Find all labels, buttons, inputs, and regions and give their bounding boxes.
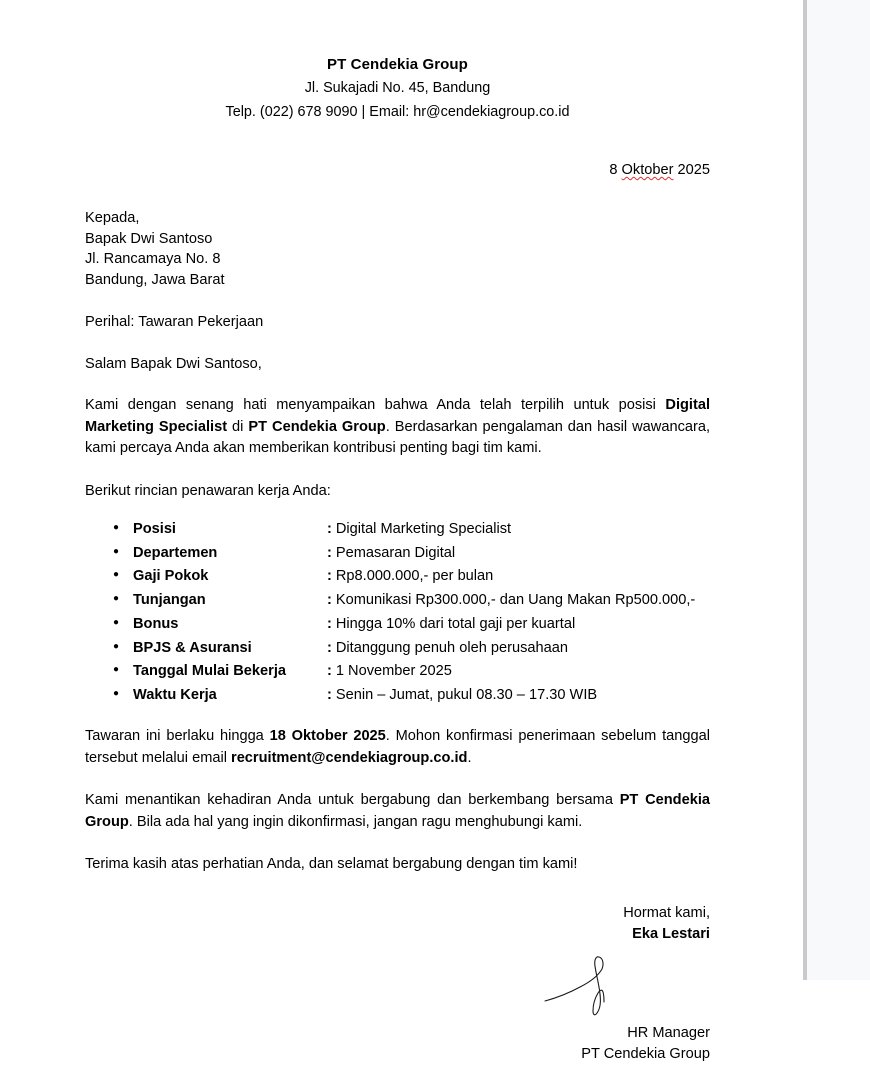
intro-paragraph	[85, 395, 710, 459]
company-contact: Telp. (022) 678 9090 | Email: hr@cendekiagroup.co.id	[225, 103, 570, 120]
detail-label: Waktu Kerja	[133, 687, 217, 704]
detail-colon: :	[327, 639, 332, 656]
signature-block	[85, 903, 710, 1065]
detail-colon: :	[327, 568, 332, 585]
recipient-name: Bapak Dwi Santoso	[85, 230, 213, 247]
recipient-salutation: Kepada,	[85, 209, 140, 226]
detail-colon: :	[327, 615, 332, 632]
closing-text-1: Kami menantikan kehadiran Anda untuk bergabung dan berkembang bersama	[85, 792, 620, 809]
detail-label: Bonus	[133, 615, 179, 632]
company-address: Jl. Sukajadi No. 45, Bandung	[304, 80, 491, 97]
letterhead	[85, 54, 710, 122]
validity-paragraph	[85, 726, 710, 769]
date-day: 8	[609, 162, 622, 179]
detail-colon: :	[327, 520, 332, 537]
detail-value: Pemasaran Digital	[335, 544, 456, 561]
list-item	[133, 615, 710, 634]
closing-paragraph	[85, 790, 710, 833]
detail-label: Gaji Pokok	[133, 568, 209, 585]
intro-text-3: . Berdasarkan pengalaman dan hasil wawancara, kami percaya Anda akan memberikan kontribusi penting bagi tim kami.	[85, 418, 711, 457]
list-item	[133, 591, 710, 610]
list-item	[133, 520, 710, 539]
detail-value: Hingga 10% dari total gaji per kuartal	[335, 615, 576, 632]
list-item	[133, 662, 710, 681]
detail-label: BPJS & Asuransi	[133, 639, 252, 656]
detail-colon: :	[327, 592, 332, 609]
validity-text-1: Tawaran ini berlaku hingga	[85, 728, 270, 745]
thanks-paragraph: Terima kasih atas perhatian Anda, dan selamat bergabung dengan tim kami!	[85, 856, 578, 873]
signature-regards: Hormat kami,	[623, 904, 710, 921]
side-panel	[807, 0, 870, 980]
list-item	[133, 639, 710, 658]
validity-text-2: . Mohon konfirmasi penerimaan sebelum tanggal tersebut melalui email	[85, 728, 710, 766]
detail-value: Rp8.000.000,- per bulan	[335, 568, 494, 585]
detail-colon: :	[327, 544, 332, 561]
intro-text-1: Kami dengan senang hati menyampaikan bahwa Anda telah terpilih untuk posisi	[85, 397, 666, 414]
detail-colon: :	[327, 663, 332, 680]
list-item	[133, 567, 710, 586]
intro-position-bold: Digital Marketing Specialist	[85, 397, 710, 435]
detail-value: Digital Marketing Specialist	[335, 520, 512, 537]
detail-colon: :	[327, 687, 332, 704]
detail-label: Posisi	[133, 520, 176, 537]
closing-company-bold: PT Cendekia Group	[85, 792, 711, 830]
detail-value: Komunikasi Rp300.000,- dan Uang Makan Rp500.000,-	[335, 592, 696, 609]
details-lead: Berikut rincian penawaran kerja Anda:	[85, 482, 331, 499]
list-item	[133, 686, 710, 705]
signature-image-area	[85, 945, 710, 1023]
signatory-title: HR Manager	[627, 1024, 710, 1041]
validity-deadline-bold: 18 Oktober 2025	[269, 728, 386, 745]
detail-label: Departemen	[133, 544, 218, 561]
recipient-street: Jl. Rancamaya No. 8	[85, 251, 221, 268]
signatory-company: PT Cendekia Group	[581, 1046, 710, 1063]
detail-label: Tunjangan	[133, 592, 206, 609]
signatory-name: Eka Lestari	[632, 925, 710, 942]
date-year: 2025	[673, 162, 710, 179]
company-name: PT Cendekia Group	[327, 56, 468, 73]
letter-greeting: Salam Bapak Dwi Santoso,	[85, 355, 262, 372]
letter-content	[85, 0, 710, 1065]
detail-label: Tanggal Mulai Bekerja	[133, 663, 287, 680]
list-item	[133, 544, 710, 563]
validity-text-3: .	[467, 749, 472, 766]
intro-text-2: di	[227, 418, 249, 435]
offer-details-list	[85, 520, 710, 706]
detail-value: 1 November 2025	[335, 663, 452, 680]
recipient-city: Bandung, Jawa Barat	[85, 272, 225, 289]
detail-value: Ditanggung penuh oleh perusahaan	[335, 639, 568, 656]
detail-value: Senin – Jumat, pukul 08.30 – 17.30 WIB	[335, 687, 598, 704]
letter-subject: Perihal: Tawaran Pekerjaan	[85, 313, 264, 330]
letter-date	[85, 160, 710, 181]
handwritten-signature-icon	[542, 951, 622, 1023]
validity-email-bold: recruitment@cendekiagroup.co.id	[231, 749, 468, 766]
intro-company-bold: PT Cendekia Group	[248, 418, 386, 435]
date-month-misspelled: Oktober	[621, 162, 674, 179]
closing-text-2: . Bila ada hal yang ingin dikonfirmasi, jangan ragu menghubungi kami.	[128, 813, 583, 830]
recipient-block	[85, 208, 710, 291]
